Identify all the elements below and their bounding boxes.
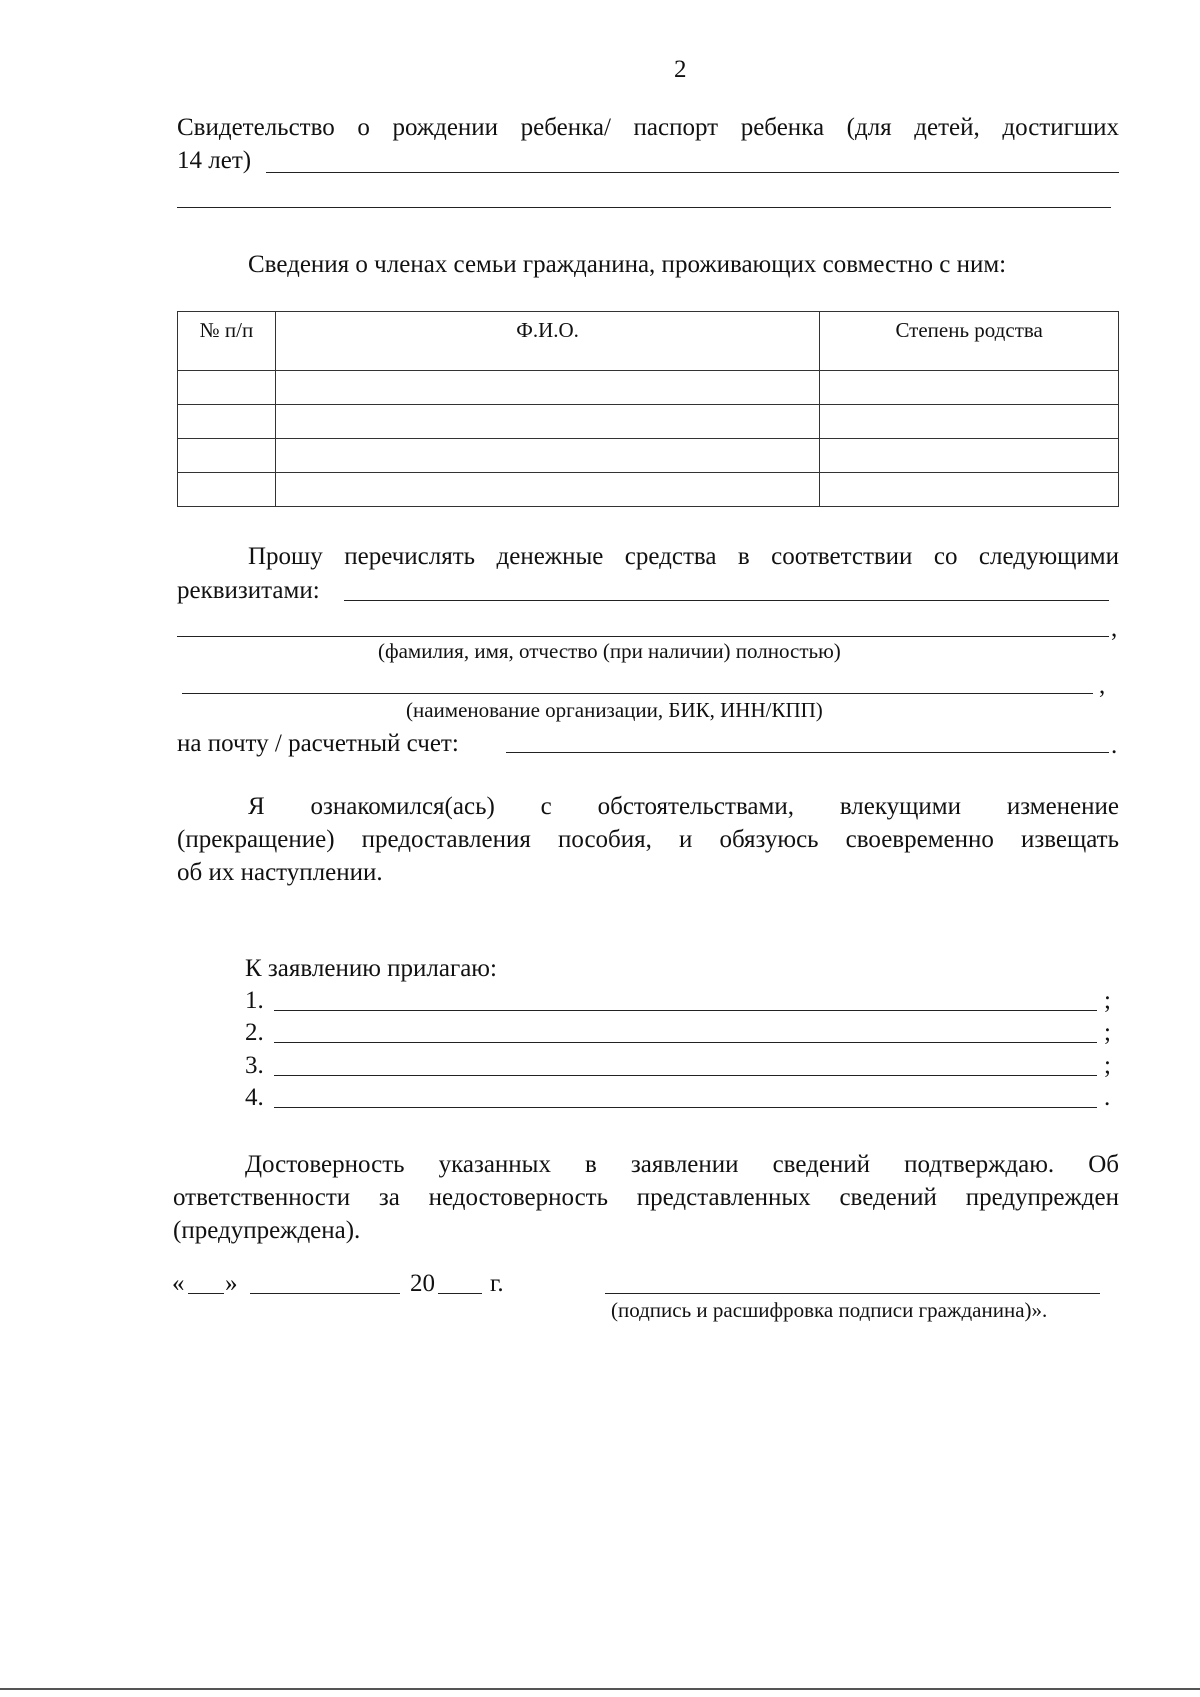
- attachment-blank[interactable]: [274, 1075, 1097, 1076]
- acknowledge-line1: Я ознакомился(ась) с обстоятельствами, влекущими изменение: [248, 793, 1119, 820]
- attachment-end: ;: [1104, 987, 1111, 1014]
- attachment-end: .: [1104, 1084, 1111, 1111]
- confirm-line1: Достоверность указанных в заявлении сведений подтверждаю. Об: [245, 1151, 1119, 1178]
- birth-cert-label: 14 лет): [177, 147, 252, 174]
- birth-cert-blank-1[interactable]: [266, 172, 1119, 173]
- date-year-blank[interactable]: [438, 1293, 482, 1294]
- payment-org-blank[interactable]: [182, 693, 1093, 694]
- column-header-fio: Ф.И.О.: [275, 312, 819, 371]
- table-cell[interactable]: [275, 371, 819, 405]
- table-cell[interactable]: [820, 405, 1119, 439]
- page-number: 2: [674, 56, 687, 83]
- signature-blank[interactable]: [605, 1293, 1100, 1294]
- table-cell[interactable]: [820, 371, 1119, 405]
- family-table: [177, 311, 1119, 507]
- account-blank[interactable]: [506, 752, 1109, 753]
- table-cell[interactable]: [820, 473, 1119, 507]
- date-quote-open: «: [172, 1270, 185, 1297]
- payment-org-caption: (наименование организации, БИК, ИНН/КПП): [406, 698, 823, 722]
- family-heading: Сведения о членах семьи гражданина, проживающих совместно с ним:: [248, 251, 1007, 278]
- table-row: [178, 371, 1119, 405]
- attachment-blank[interactable]: [274, 1010, 1097, 1011]
- payment-label: реквизитами:: [177, 577, 320, 604]
- birth-cert-blank-2[interactable]: [177, 207, 1111, 208]
- table-cell[interactable]: [275, 439, 819, 473]
- table-cell[interactable]: [178, 439, 276, 473]
- attachment-number: 3.: [245, 1052, 264, 1079]
- attachment-number: 2.: [245, 1019, 264, 1046]
- payment-fio-caption: (фамилия, имя, отчество (при наличии) полностью): [378, 639, 841, 663]
- payment-line1: Прошу перечислять денежные средства в соответствии со следующими: [248, 543, 1119, 570]
- payment-comma-2: ,: [1099, 672, 1106, 699]
- table-cell[interactable]: [275, 405, 819, 439]
- date-year-prefix: 20: [410, 1270, 435, 1297]
- attachment-end: ;: [1104, 1052, 1111, 1079]
- table-cell[interactable]: [820, 439, 1119, 473]
- table-row: [178, 439, 1119, 473]
- attachments-heading: К заявлению прилагаю:: [245, 955, 497, 982]
- table-row: [178, 473, 1119, 507]
- table-cell[interactable]: [178, 371, 276, 405]
- date-year-suffix: г.: [490, 1270, 504, 1297]
- birth-cert-line1: Свидетельство о рождении ребенка/ паспорт ребенка (для детей, достигших: [177, 114, 1119, 141]
- account-label: на почту / расчетный счет:: [177, 730, 459, 757]
- payment-comma-1: ,: [1111, 615, 1118, 642]
- date-day-blank[interactable]: [188, 1293, 224, 1294]
- table-cell[interactable]: [275, 473, 819, 507]
- acknowledge-line2: (прекращение) предоставления пособия, и обязуюсь своевременно извещать: [177, 826, 1119, 853]
- payment-fio-blank[interactable]: [177, 636, 1109, 637]
- confirm-line2: ответственности за недостоверность представленных сведений предупрежден: [173, 1184, 1119, 1211]
- date-quote-close: »: [225, 1270, 238, 1297]
- date-month-blank[interactable]: [250, 1293, 400, 1294]
- attachment-blank[interactable]: [274, 1107, 1097, 1108]
- table-cell[interactable]: [178, 473, 276, 507]
- column-header-relation: Степень родства: [820, 312, 1119, 371]
- signature-caption: (подпись и расшифровка подписи гражданина)».: [611, 1298, 1048, 1322]
- table-cell[interactable]: [178, 405, 276, 439]
- attachment-end: ;: [1104, 1019, 1111, 1046]
- confirm-line3: (предупреждена).: [173, 1217, 361, 1244]
- attachment-number: 4.: [245, 1084, 264, 1111]
- table-header-row: [178, 312, 1119, 371]
- account-end: .: [1111, 732, 1118, 759]
- scan-edge-divider: [0, 1688, 1200, 1690]
- attachment-number: 1.: [245, 987, 264, 1014]
- column-header-number: № п/п: [178, 312, 276, 371]
- table-row: [178, 405, 1119, 439]
- attachment-blank[interactable]: [274, 1042, 1097, 1043]
- acknowledge-line3: об их наступлении.: [177, 859, 383, 886]
- payment-blank-1[interactable]: [344, 600, 1109, 601]
